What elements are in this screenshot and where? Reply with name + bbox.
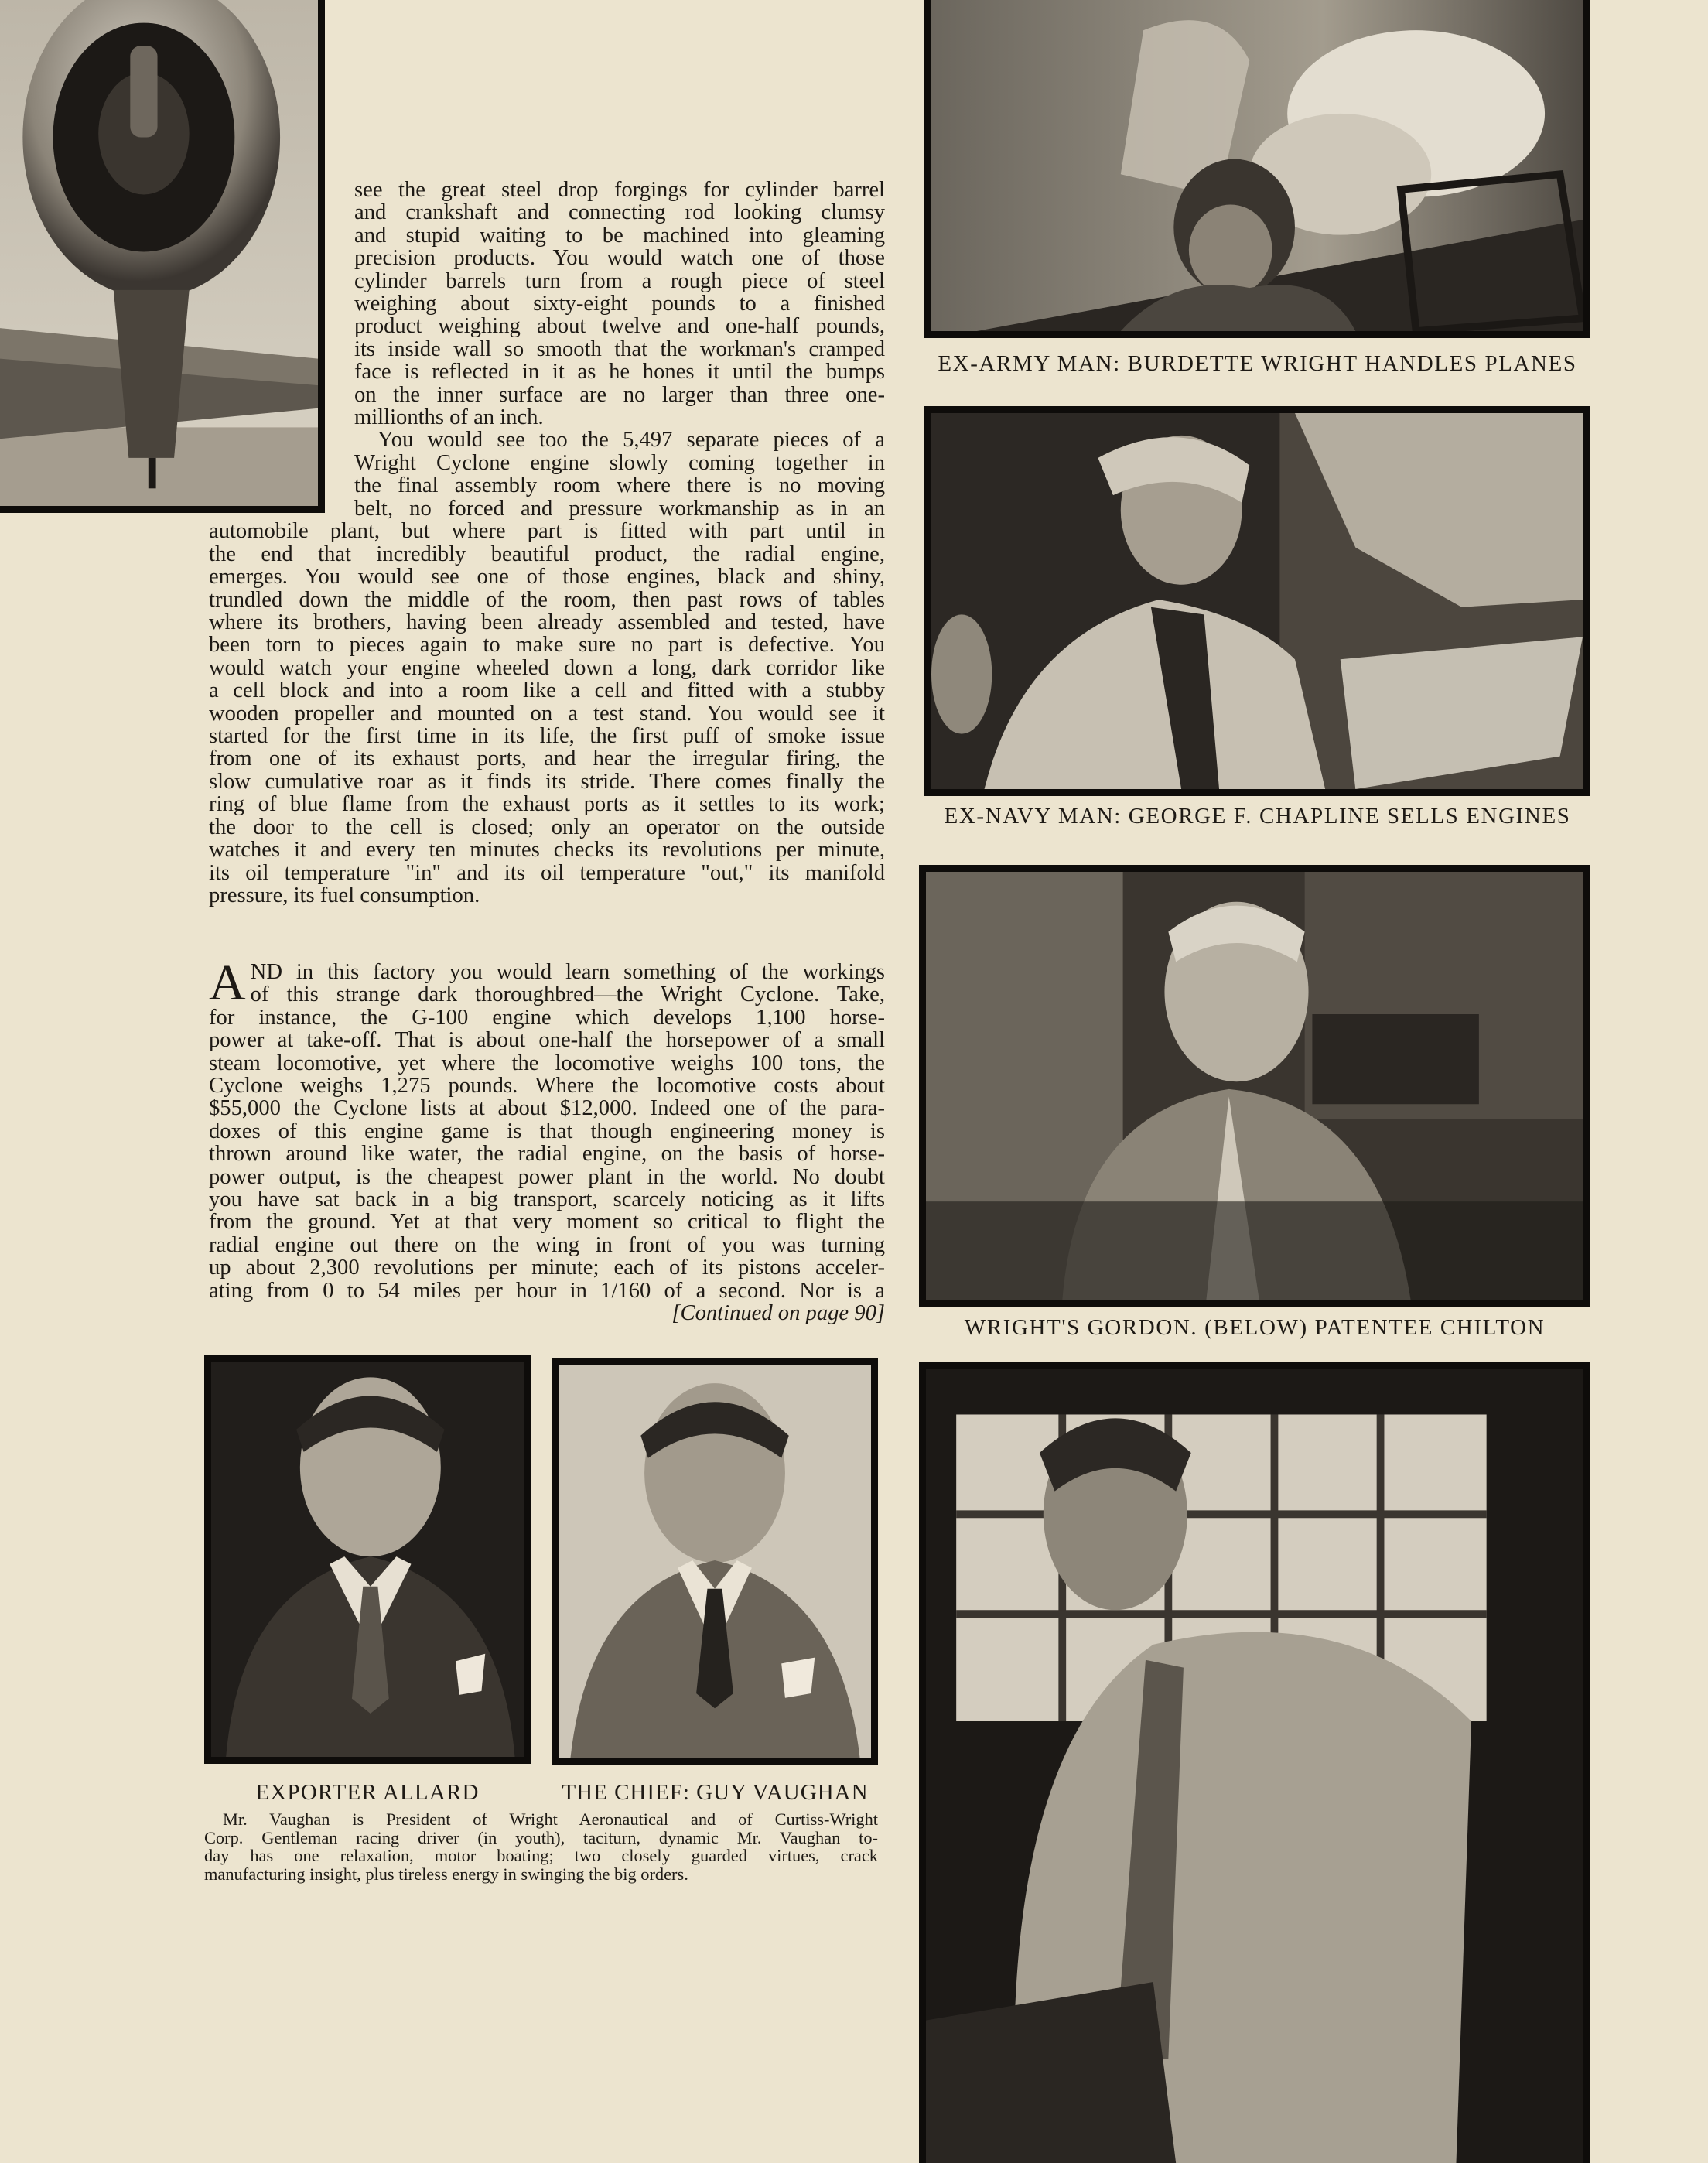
text-line: ring of blue flame from the exhaust ports as it settles to its work;	[209, 792, 885, 817]
text-line: doxes of this engine game is that though engineering money is	[209, 1119, 885, 1143]
text-line: watches it and every ten minutes checks its revolutions per minute,	[209, 838, 885, 863]
text-line: $55,000 the Cyclone lists at about $12,000. Indeed one of the para-	[209, 1096, 885, 1121]
note-line: day has one relaxation, motor boating; two closely guarded virtues, crack	[204, 1846, 878, 1866]
article-text-part1	[354, 179, 885, 497]
text-line: slow cumulative roar as it finds its stride. There comes finally the	[209, 769, 885, 794]
text-line: the end that incredibly beautiful product, the radial engine,	[209, 542, 885, 566]
continued-on-page: [Continued on page 90]	[671, 1301, 885, 1326]
note-line: manufacturing insight, plus tireless energy in swinging the big orders.	[204, 1864, 688, 1884]
caption-wright-gordon: WRIGHT'S GORDON. (BELOW) PATENTEE CHILTON	[964, 1315, 1546, 1340]
text-line: millionths of an inch.	[354, 405, 544, 430]
text-line: steam locomotive, yet where the locomotive weighs 100 tons, the	[209, 1051, 885, 1075]
article-text-part3	[209, 955, 885, 1326]
text-line: and stupid waiting to be machined into gleaming	[354, 223, 885, 248]
text-line: belt, no forced and pressure workmanship as in an	[354, 497, 885, 521]
text-line: wooden propeller and mounted on a test stand. You would see it	[209, 701, 885, 726]
caption-george-chapline: EX-NAVY MAN: GEORGE F. CHAPLINE SELLS ENGINES	[944, 804, 1571, 829]
text-line: You would see too the 5,497 separate pieces of a	[377, 428, 885, 453]
patentee-chilton-photo	[919, 1362, 1590, 2163]
text-line: would watch your engine wheeled down a long, dark corridor like	[209, 655, 885, 680]
text-line: radial engine out there on the wing in front of you was turning	[209, 1232, 885, 1257]
text-line: cylinder barrels turn from a rough piece of steel	[354, 268, 885, 293]
george-chapline-photo	[924, 406, 1590, 796]
text-line: trundled down the middle of the room, then past rows of tables	[209, 587, 885, 612]
text-line: for instance, the G-100 engine which develops 1,100 horse-	[209, 1005, 885, 1030]
article-text-part2	[209, 497, 885, 907]
airplane-engine-photo	[0, 0, 325, 513]
text-line: face is reflected in it as he hones it until the bumps	[354, 360, 885, 384]
text-line: up about 2,300 revolutions per minute; each of its pistons acceler-	[209, 1256, 885, 1280]
text-line: power at take-off. That is about one-half the horsepower of a small	[209, 1028, 885, 1053]
text-line: and crankshaft and connecting rod looking clumsy	[354, 200, 885, 225]
note-line: Corp. Gentleman racing driver (in youth), taciturn, dynamic Mr. Vaughan to-	[204, 1827, 878, 1847]
caption-guy-vaughan: THE CHIEF: GUY VAUGHAN	[562, 1780, 869, 1805]
text-line: precision products. You would watch one of those	[354, 246, 885, 271]
guy-vaughan-photo	[552, 1358, 878, 1765]
text-line: the door to the cell is closed; only an operator on the outside	[209, 815, 885, 839]
drop-cap: A	[209, 955, 246, 1011]
text-line: pressure, its fuel consumption.	[209, 883, 480, 907]
text-line: thrown around like water, the radial engine, on the basis of horse-	[209, 1142, 885, 1167]
text-line: where its brothers, having been already assembled and tested, have	[209, 610, 885, 635]
text-line: the final assembly room where there is no moving	[354, 473, 885, 498]
text-line: automobile plant, but where part is fitted with part until in	[209, 519, 885, 544]
text-line: power output, is the cheapest power plant in the world. No doubt	[209, 1164, 885, 1189]
text-line: been torn to pieces again to make sure no part is defective. You	[209, 633, 885, 658]
text-line: from the ground. Yet at that very moment so critical to flight the	[209, 1210, 885, 1235]
text-line: Cyclone weighs 1,275 pounds. Where the locomotive costs about	[209, 1074, 885, 1099]
text-line: started for the first time in its life, the first puff of smoke issue	[209, 724, 885, 749]
text-line: Wright Cyclone engine slowly coming together in	[354, 450, 885, 475]
text-line: of this strange dark thoroughbred—the Wright Cyclone. Take,	[250, 982, 885, 1007]
text-line: product weighing about twelve and one-half pounds,	[354, 314, 885, 339]
text-line: its oil temperature "in" and its oil temperature "out," its manifold	[209, 860, 885, 885]
text-line: see the great steel drop forgings for cylinder barrel	[354, 178, 885, 202]
text-line: ating from 0 to 54 miles per hour in 1/160 of a second. Nor is a	[209, 1278, 885, 1303]
caption-burdette-wright: EX-ARMY MAN: BURDETTE WRIGHT HANDLES PLANES	[938, 351, 1577, 376]
text-line: on the inner surface are no larger than three one-	[354, 382, 885, 407]
burdette-wright-photo	[924, 0, 1590, 338]
text-line: ND in this factory you would learn something of the workings	[250, 960, 885, 984]
exporter-allard-photo	[204, 1355, 531, 1764]
caption-exporter-allard: EXPORTER ALLARD	[255, 1780, 480, 1805]
text-line: emerges. You would see one of those engines, black and shiny,	[209, 565, 885, 589]
vaughan-note	[204, 1810, 878, 1883]
text-line: its inside wall so smooth that the workman's cramped	[354, 337, 885, 361]
wright-gordon-photo	[919, 865, 1590, 1307]
note-line: Mr. Vaughan is President of Wright Aeronautical and of Curtiss-Wright	[223, 1809, 878, 1829]
text-line: from one of its exhaust ports, and hear the irregular firing, the	[209, 747, 885, 771]
text-line: weighing about sixty-eight pounds to a finished	[354, 292, 885, 316]
text-line: you have sat back in a big transport, scarcely noticing as it lifts	[209, 1187, 885, 1212]
text-line: a cell block and into a room like a cell and fitted with a stubby	[209, 678, 885, 703]
